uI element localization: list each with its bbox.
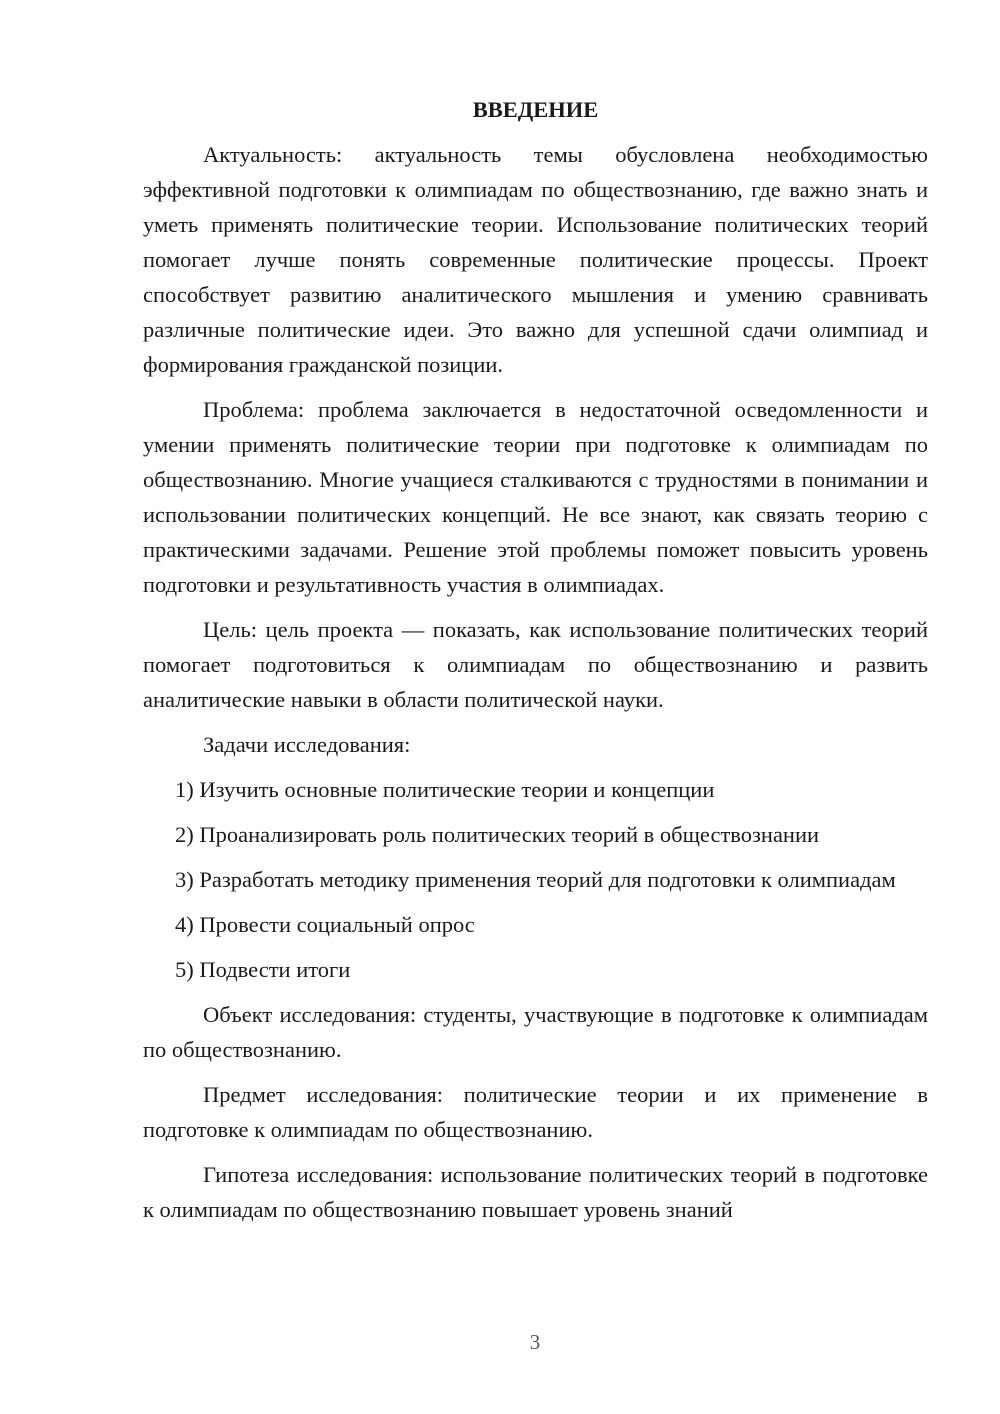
task-item-2: 2) Проанализировать роль политических теорий в обществознании (175, 822, 820, 847)
paragraph-hypothesis: Гипотеза исследования: использование политических теорий в подготовке к олимпиадам по обществознанию повышает уровень знаний (143, 1162, 928, 1222)
task-item-5: 5) Подвести итоги (175, 957, 351, 982)
section-title: ВВЕДЕНИЕ (472, 97, 599, 122)
page-content (143, 92, 928, 1237)
tasks-heading: Задачи исследования: (203, 732, 411, 757)
paragraph-relevance: Актуальность: актуальность темы обусловлена необходимостью эффективной подготовки к олимпиадам по обществознанию, где важно знать и уметь применять политические теории. Использование политических теорий помогает лучше понять современные политические процессы. Проект способствует развитию аналитического мышления и умению сравнивать различные политические идеи. Это важно для успешной сдачи олимпиад и формирования гражданской позиции. (143, 142, 928, 377)
task-item-3: 3) Разработать методику применения теорий для подготовки к олимпиадам (175, 867, 896, 892)
paragraph-object: Объект исследования: студенты, участвующие в подготовке к олимпиадам по обществознанию. (143, 1002, 928, 1062)
task-item-4: 4) Провести социальный опрос (175, 912, 475, 937)
task-item-1: 1) Изучить основные политические теории и концепции (175, 777, 715, 802)
paragraph-goal: Цель: цель проекта — показать, как использование политических теорий помогает подготовиться к олимпиадам по обществознанию и развить аналитические навыки в области политической науки. (143, 617, 928, 712)
paragraph-problem: Проблема: проблема заключается в недостаточной осведомленности и умении применять политические теории при подготовке к олимпиадам по обществознанию. Многие учащиеся сталкиваются с трудностями в понимании и использовании политических концепций. Не все знают, как связать теорию с практическими задачами. Решение этой проблемы поможет повысить уровень подготовки и результативность участия в олимпиадах. (143, 397, 928, 597)
page-number: 3 (529, 1330, 541, 1354)
paragraph-subject: Предмет исследования: политические теории и их применение в подготовке к олимпиадам по обществознанию. (143, 1082, 928, 1142)
